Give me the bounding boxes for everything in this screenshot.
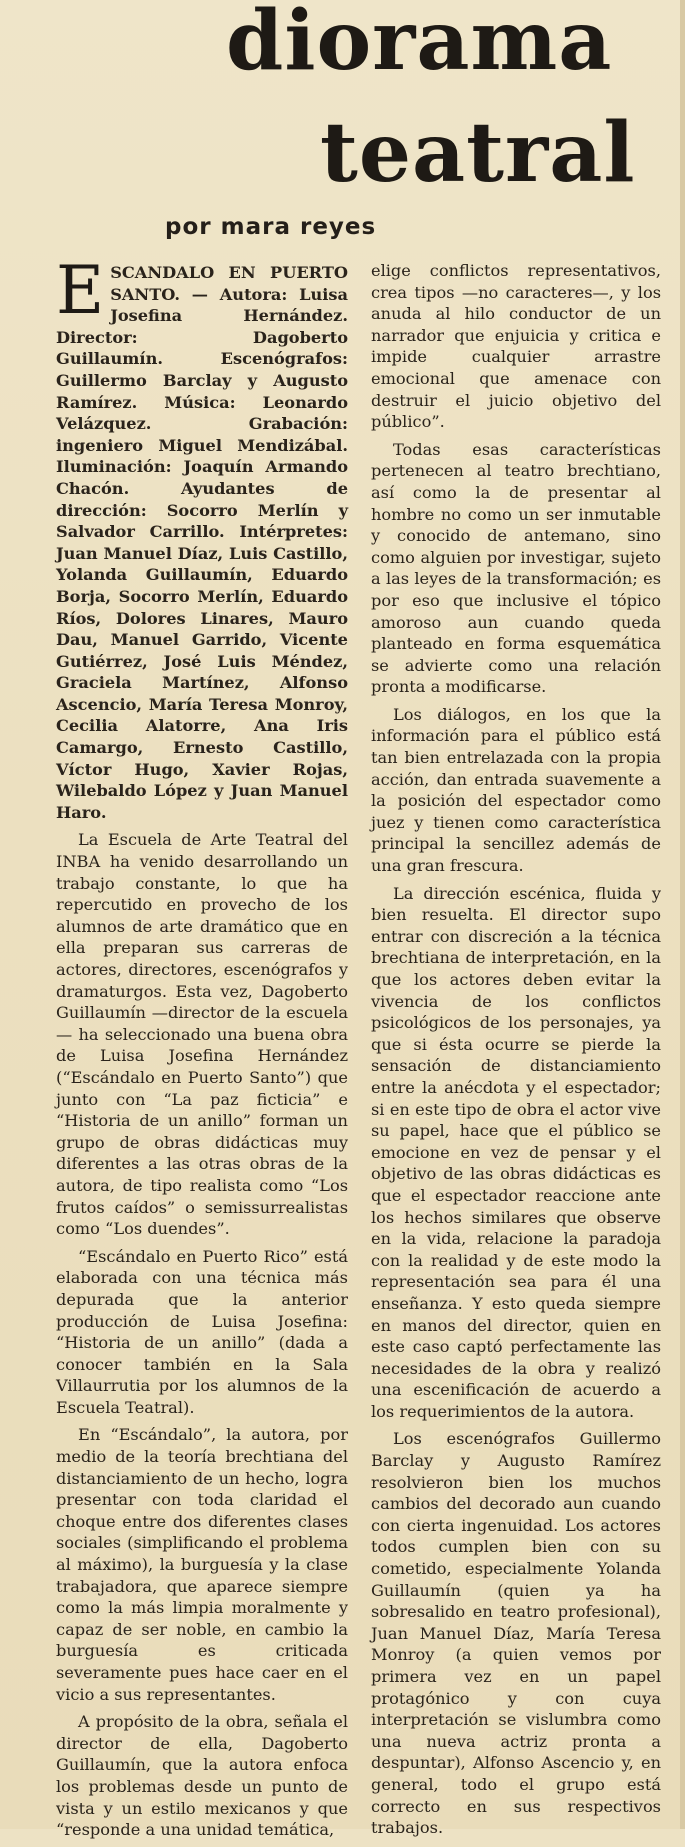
paragraph: elige conflictos representativos, crea tipos —no caracteres—, y los anuda al hilo conductor de un narrador que enjuicia y critica e impide cualquier arrastre emocional que amenace con destruir el juicio objetivo del público”. bbox=[371, 261, 661, 432]
paragraph: “Escándalo en Puerto Rico” está elaborada con una técnica más depurada que la anterior producción de Luisa Josefina: “Historia de un anillo” (dada a conocer también en la Sala Villaurrutia por los alumnos de la Escuela Teatral). bbox=[56, 1246, 348, 1417]
credits-paragraph bbox=[56, 252, 348, 823]
credits-text: SCANDALO EN PUERTO SANTO. — Autora: Luisa Josefina Hernández. Director: Dagoberto Guillaumín. Escenógrafos: Guillermo Barclay y Augusto Ramírez. Música: Leonardo Velázquez. Grabación: ingeniero Miguel Mendizábal. Iluminación: Joaquín Armando Chacón. Ayudantes de dirección: Socorro Merlín y Salvador Carrillo. Intérpretes: Juan Manuel Díaz, Luis Castillo, Yolanda Guillaumín, Eduardo Borja, Socorro Merlín, Eduardo Ríos, Dolores Linares, Mauro Dau, Manuel Garrido, Vicente Gutiérrez, José Luis Méndez, Graciela Martínez, Alfonso Ascencio, María Teresa Monroy, Cecilia Alatorre, Ana Iris Camargo, Ernesto Castillo, Víctor Hugo, Xavier Rojas, Wilebaldo López y Juan Manuel Haro. bbox=[56, 263, 348, 822]
paragraph: Los escenógrafos Guillermo Barclay y Augusto Ramírez resolvieron bien los muchos cambios del decorado aun cuando con cierta ingenuidad. Los actores todos cumplen bien con su cometido, especialmente Yolanda Guillaumín (quien ya ha sobresalido en teatro profesional), Juan Manuel Díaz, María Teresa Monroy (a quien vemos por primera vez en un papel protagónico y con cuya interpretación se vislumbra como una nueva actriz pronta a despuntar), Alfonso Ascencio y, en general, todo el grupo está correcto en sus respectivos trabajos. bbox=[371, 1429, 661, 1838]
right-column bbox=[371, 260, 661, 1845]
headline-line-2: teatral bbox=[320, 105, 636, 201]
paragraph: Los diálogos, en los que la información para el público está tan bien entrelazada con la propia acción, dan entrada suavemente a la posición del espectador como juez y tienen como característica principal la sencillez además de una gran frescura. bbox=[371, 704, 661, 876]
drop-cap: E bbox=[56, 252, 105, 329]
page-edge bbox=[680, 0, 685, 1829]
paragraph: A propósito de la obra, señala el director de ella, Dagoberto Guillaumín, que la autora enfoca los problemas desde un punto de vista y un estilo mexicanos y que “responde a una unidad temática, bbox=[56, 1712, 348, 1840]
paragraph: La Escuela de Arte Teatral del INBA ha venido desarrollando un trabajo constante, lo que ha repercutido en provecho de los alumnos de arte dramático que en ella preparan sus carreras de actores, directores, escenógrafos y dramaturgos. Esta vez, Dagoberto Guillaumín —director de la escuela— ha seleccionado una buena obra de Luisa Josefina Hernández (“Escándalo en Puerto Santo”) que junto con “La paz ficticia” e “Historia de un anillo” forman un grupo de obras didácticas muy diferentes a las otras obras de la autora, de tipo realista como “Los frutos caídos” o semissurrealistas como “Los duendes”. bbox=[56, 830, 348, 1239]
headline-line-1: diorama bbox=[226, 0, 613, 89]
left-column bbox=[56, 252, 348, 1847]
paragraph: La dirección escénica, fluida y bien resuelta. El director supo entrar con discreción a la técnica brechtiana de interpretación, en la que los actores deben evitar la vivencia de los conflictos psicológicos de los personajes, ya que si ésta ocurre se pierde la sensación de distanciamiento entre la anécdota y el espectador; si en este tipo de obra el actor vive su papel, hace que el público se emocione en vez de pensar y el objetivo de las obras didácticas es que el espectador reaccione ante los hechos similares que observe en la vida, relacione la paradoja con la realidad y de este modo la representación sea para él una enseñanza. Y esto queda siempre en manos del director, quien en este caso captó perfectamente las necesidades de la obra y realizó una escenificación de acuerdo a los requerimientos de la autora. bbox=[371, 883, 661, 1421]
paragraph: En “Escándalo”, la autora, por medio de la teoría brechtiana del distanciamiento de un hecho, logra presentar con toda claridad el choque entre dos diferentes clases sociales (simplificando el problema al máximo), la burguesía y la clase trabajadora, que aparece siempre como la más limpia moralmente y capaz de ser noble, en cambio la burguesía es criticada severamente pues hace caer en el vicio a sus representantes. bbox=[56, 1425, 348, 1704]
paragraph: Todas esas características pertenecen al teatro brechtiano, así como la de presentar al hombre no como un ser inmutable y conocido de antemano, sino como alguien por investigar, sujeto a las leyes de la transformación; es por eso que inclusive el tópico amoroso aun cuando queda planteado en forma esquemática se advierte como una relación pronta a modificarse. bbox=[371, 439, 661, 697]
author-byline: por mara reyes bbox=[165, 214, 377, 240]
